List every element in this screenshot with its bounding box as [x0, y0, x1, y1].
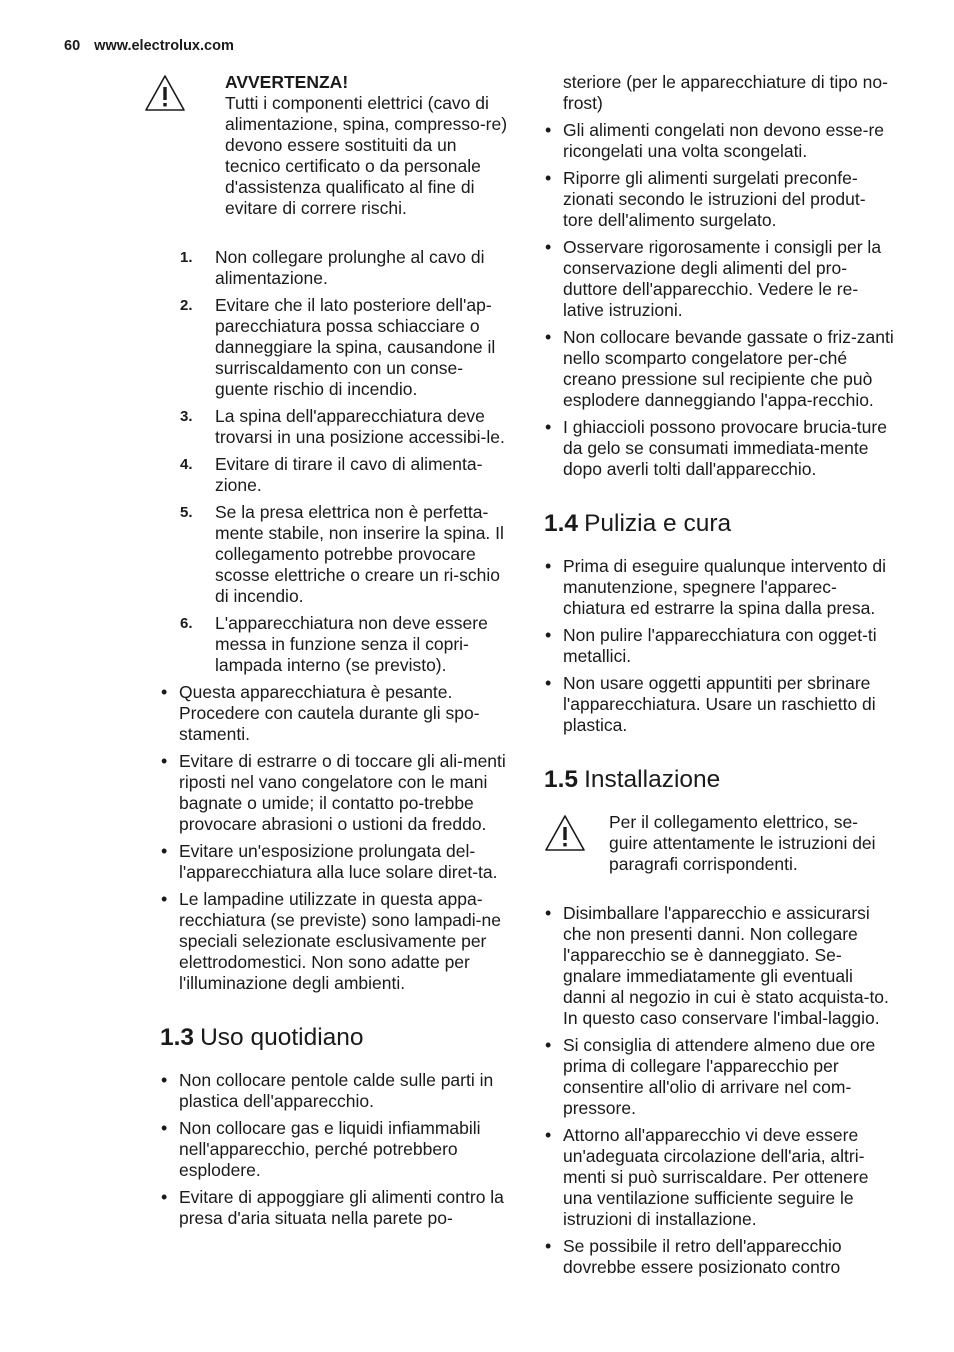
section-heading [544, 766, 894, 794]
item-text: I ghiaccioli possono provocare brucia-ture da gelo se consumati immediata-mente dopo averli tolti dall'apparecchio. [563, 417, 887, 479]
bullet-icon: • [545, 625, 552, 645]
item-text: La spina dell'apparecchiatura deve trovarsi in una posizione accessibi-le. [215, 406, 505, 447]
bullet-icon: • [545, 556, 552, 576]
item-text: Riporre gli alimenti surgelati preconfe-zionati secondo le istruzioni del produt-tore dell'alimento surgelato. [563, 168, 866, 230]
item-text: Questa apparecchiatura è pesante. Procedere con cautela durante gli spo-stamenti. [179, 682, 480, 744]
list-item [160, 889, 510, 994]
item-text: Non collocare gas e liquidi infiammabili nell'apparecchio, perché potrebbero esplodere. [179, 1118, 481, 1180]
bullet-icon: • [161, 751, 168, 771]
item-text: Attorno all'apparecchio vi deve essere un'adeguata circolazione dell'aria, altri-menti si può surriscaldare. Per ottenere una ventilazione sufficiente seguire le istruzioni di installazione. [563, 1125, 869, 1229]
bullet-icon: • [545, 673, 552, 693]
item-text: L'apparecchiatura non deve essere messa in funzione senza il copri-lampada interno (se previsto). [215, 613, 488, 675]
item-number: 4. [180, 456, 193, 473]
list-item [544, 1035, 894, 1119]
item-text: Evitare di estrarre o di toccare gli ali-menti riposti nel vano congelatore con le mani bagnate o umide; il contatto po-trebbe provocare abrasioni o ustioni da freddo. [179, 751, 506, 834]
item-number: 3. [180, 408, 193, 425]
item-text: Si consiglia di attendere almeno due ore prima di collegare l'apparecchio per consentire all'olio di arrivare nel com-pressore. [563, 1035, 876, 1118]
item-number: 2. [180, 297, 193, 314]
list-item [544, 556, 894, 619]
warning-title: AVVERTENZA! [225, 72, 349, 92]
item-text: Non collocare bevande gassate o friz-zanti nello scomparto congelatore per-ché creano pressione sul recipiente che può esplodere danneggiando l'appa-recchio. [563, 327, 894, 410]
bullet-icon: • [161, 1118, 168, 1138]
item-text: Prima di eseguire qualunque intervento di manutenzione, spegnere l'apparec-chiatura ed estrarre la spina dalla presa. [563, 556, 886, 618]
section-number: 1.3 [160, 1024, 195, 1051]
list-item [544, 903, 894, 1029]
list-item [544, 168, 894, 231]
bullet-icon: • [161, 1187, 168, 1207]
page-header [64, 38, 234, 54]
section-heading [160, 1024, 510, 1052]
list-item [544, 1236, 894, 1278]
list-item [160, 1187, 510, 1229]
item-text: Evitare di tirare il cavo di alimenta-zione. [215, 454, 483, 495]
list-item [544, 417, 894, 480]
bullet-list [544, 120, 894, 480]
bullet-icon: • [545, 1236, 552, 1256]
bullet-list [160, 682, 510, 994]
bullet-icon: • [545, 120, 552, 140]
bullet-icon: • [545, 417, 552, 437]
bullet-list [544, 903, 894, 1278]
bullet-list [160, 1070, 510, 1229]
item-text: Se la presa elettrica non è perfetta-mente stabile, non inserire la spina. Il collegamento potrebbe provocare scosse elettriche o creare un ri-schio di incendio. [215, 502, 504, 606]
section-title: Installazione [584, 766, 721, 793]
warning-block [160, 72, 510, 219]
list-item [160, 247, 510, 289]
item-text: Se possibile il retro dell'apparecchio dovrebbe essere posizionato contro [563, 1236, 842, 1277]
item-number: 1. [180, 249, 193, 266]
bullet-icon: • [545, 903, 552, 923]
list-item [160, 613, 510, 676]
item-text: Non collegare prolunghe al cavo di alimentazione. [215, 247, 485, 288]
list-item [544, 625, 894, 667]
item-number: 5. [180, 504, 193, 521]
continued-text: steriore (per le apparecchiature di tipo no-frost) [563, 72, 888, 113]
section-title: Pulizia e cura [584, 510, 732, 537]
right-column [544, 72, 894, 1284]
list-item [544, 120, 894, 162]
list-item [160, 1070, 510, 1112]
section-number: 1.4 [544, 510, 579, 537]
list-item [160, 682, 510, 745]
bullet-icon: • [545, 1035, 552, 1055]
item-text: Non collocare pentole calde sulle parti in plastica dell'apparecchio. [179, 1070, 494, 1111]
item-text: Non pulire l'apparecchiatura con ogget-ti metallici. [563, 625, 877, 666]
bullet-list [544, 556, 894, 736]
list-item [160, 502, 510, 607]
section-number: 1.5 [544, 766, 579, 793]
list-item [160, 406, 510, 448]
list-item [544, 237, 894, 321]
item-text: Osservare rigorosamente i consigli per la conservazione degli alimenti del pro-duttore dell'apparecchio. Vedere le re-lative istruzioni. [563, 237, 882, 320]
bullet-icon: • [161, 841, 168, 861]
item-text: Le lampadine utilizzate in questa appa-recchiatura (se previste) sono lampadi-ne speciali selezionate esclusivamente per elettrodomestici. Non sono adatte per l'illuminazione degli ambienti. [179, 889, 501, 993]
item-text: Gli alimenti congelati non devono esse-re ricongelati una volta scongelati. [563, 120, 885, 161]
list-item [160, 295, 510, 400]
bullet-icon: • [161, 1070, 168, 1090]
warning-text: Per il collegamento elettrico, se-guire attentamente le istruzioni dei paragrafi corrispondenti. [609, 812, 876, 874]
list-item [544, 673, 894, 736]
list-item [160, 454, 510, 496]
bullet-icon: • [161, 889, 168, 909]
site-url: www.electrolux.com [94, 38, 234, 54]
item-text: Evitare che il lato posteriore dell'ap-parecchiatura possa schiacciare o danneggiare la spina, causandone il surriscaldamento con un conse-guente rischio di incendio. [215, 295, 496, 399]
bullet-icon: • [545, 237, 552, 257]
section-title: Uso quotidiano [200, 1024, 364, 1051]
section-heading [544, 510, 894, 538]
warning-block [544, 812, 894, 875]
bullet-icon: • [545, 168, 552, 188]
list-item [160, 841, 510, 883]
list-item [160, 1118, 510, 1181]
bullet-icon: • [545, 327, 552, 347]
item-text: Evitare un'esposizione prolungata del-l'apparecchiatura alla luce solare diret-ta. [179, 841, 498, 882]
bullet-icon: • [161, 682, 168, 702]
item-text: Non usare oggetti appuntiti per sbrinare l'apparecchiatura. Usare un raschietto di plastica. [563, 673, 876, 735]
list-item [544, 327, 894, 411]
list-item [544, 1125, 894, 1230]
warning-icon [144, 74, 186, 112]
page-number: 60 [64, 38, 81, 54]
bullet-icon: • [545, 1125, 552, 1145]
list-item [160, 751, 510, 835]
warning-text: Tutti i componenti elettrici (cavo di alimentazione, spina, compresso-re) devono essere sostituiti da un tecnico certificato o da personale d'assistenza qualificato al fine di evitare di correre rischi. [225, 93, 508, 218]
numbered-list [160, 247, 510, 676]
item-number: 6. [180, 615, 193, 632]
item-text: Evitare di appoggiare gli alimenti contro la presa d'aria situata nella parete po- [179, 1187, 504, 1228]
warning-icon [544, 814, 586, 852]
item-text: Disimballare l'apparecchio e assicurarsi che non presenti danni. Non collegare l'apparecchio se è danneggiato. Se-gnalare immediatamente gli eventuali danni al negozio in cui è stato acquista-to. In questo caso conservare l'imbal-laggio. [563, 903, 889, 1028]
left-column [160, 72, 510, 1235]
